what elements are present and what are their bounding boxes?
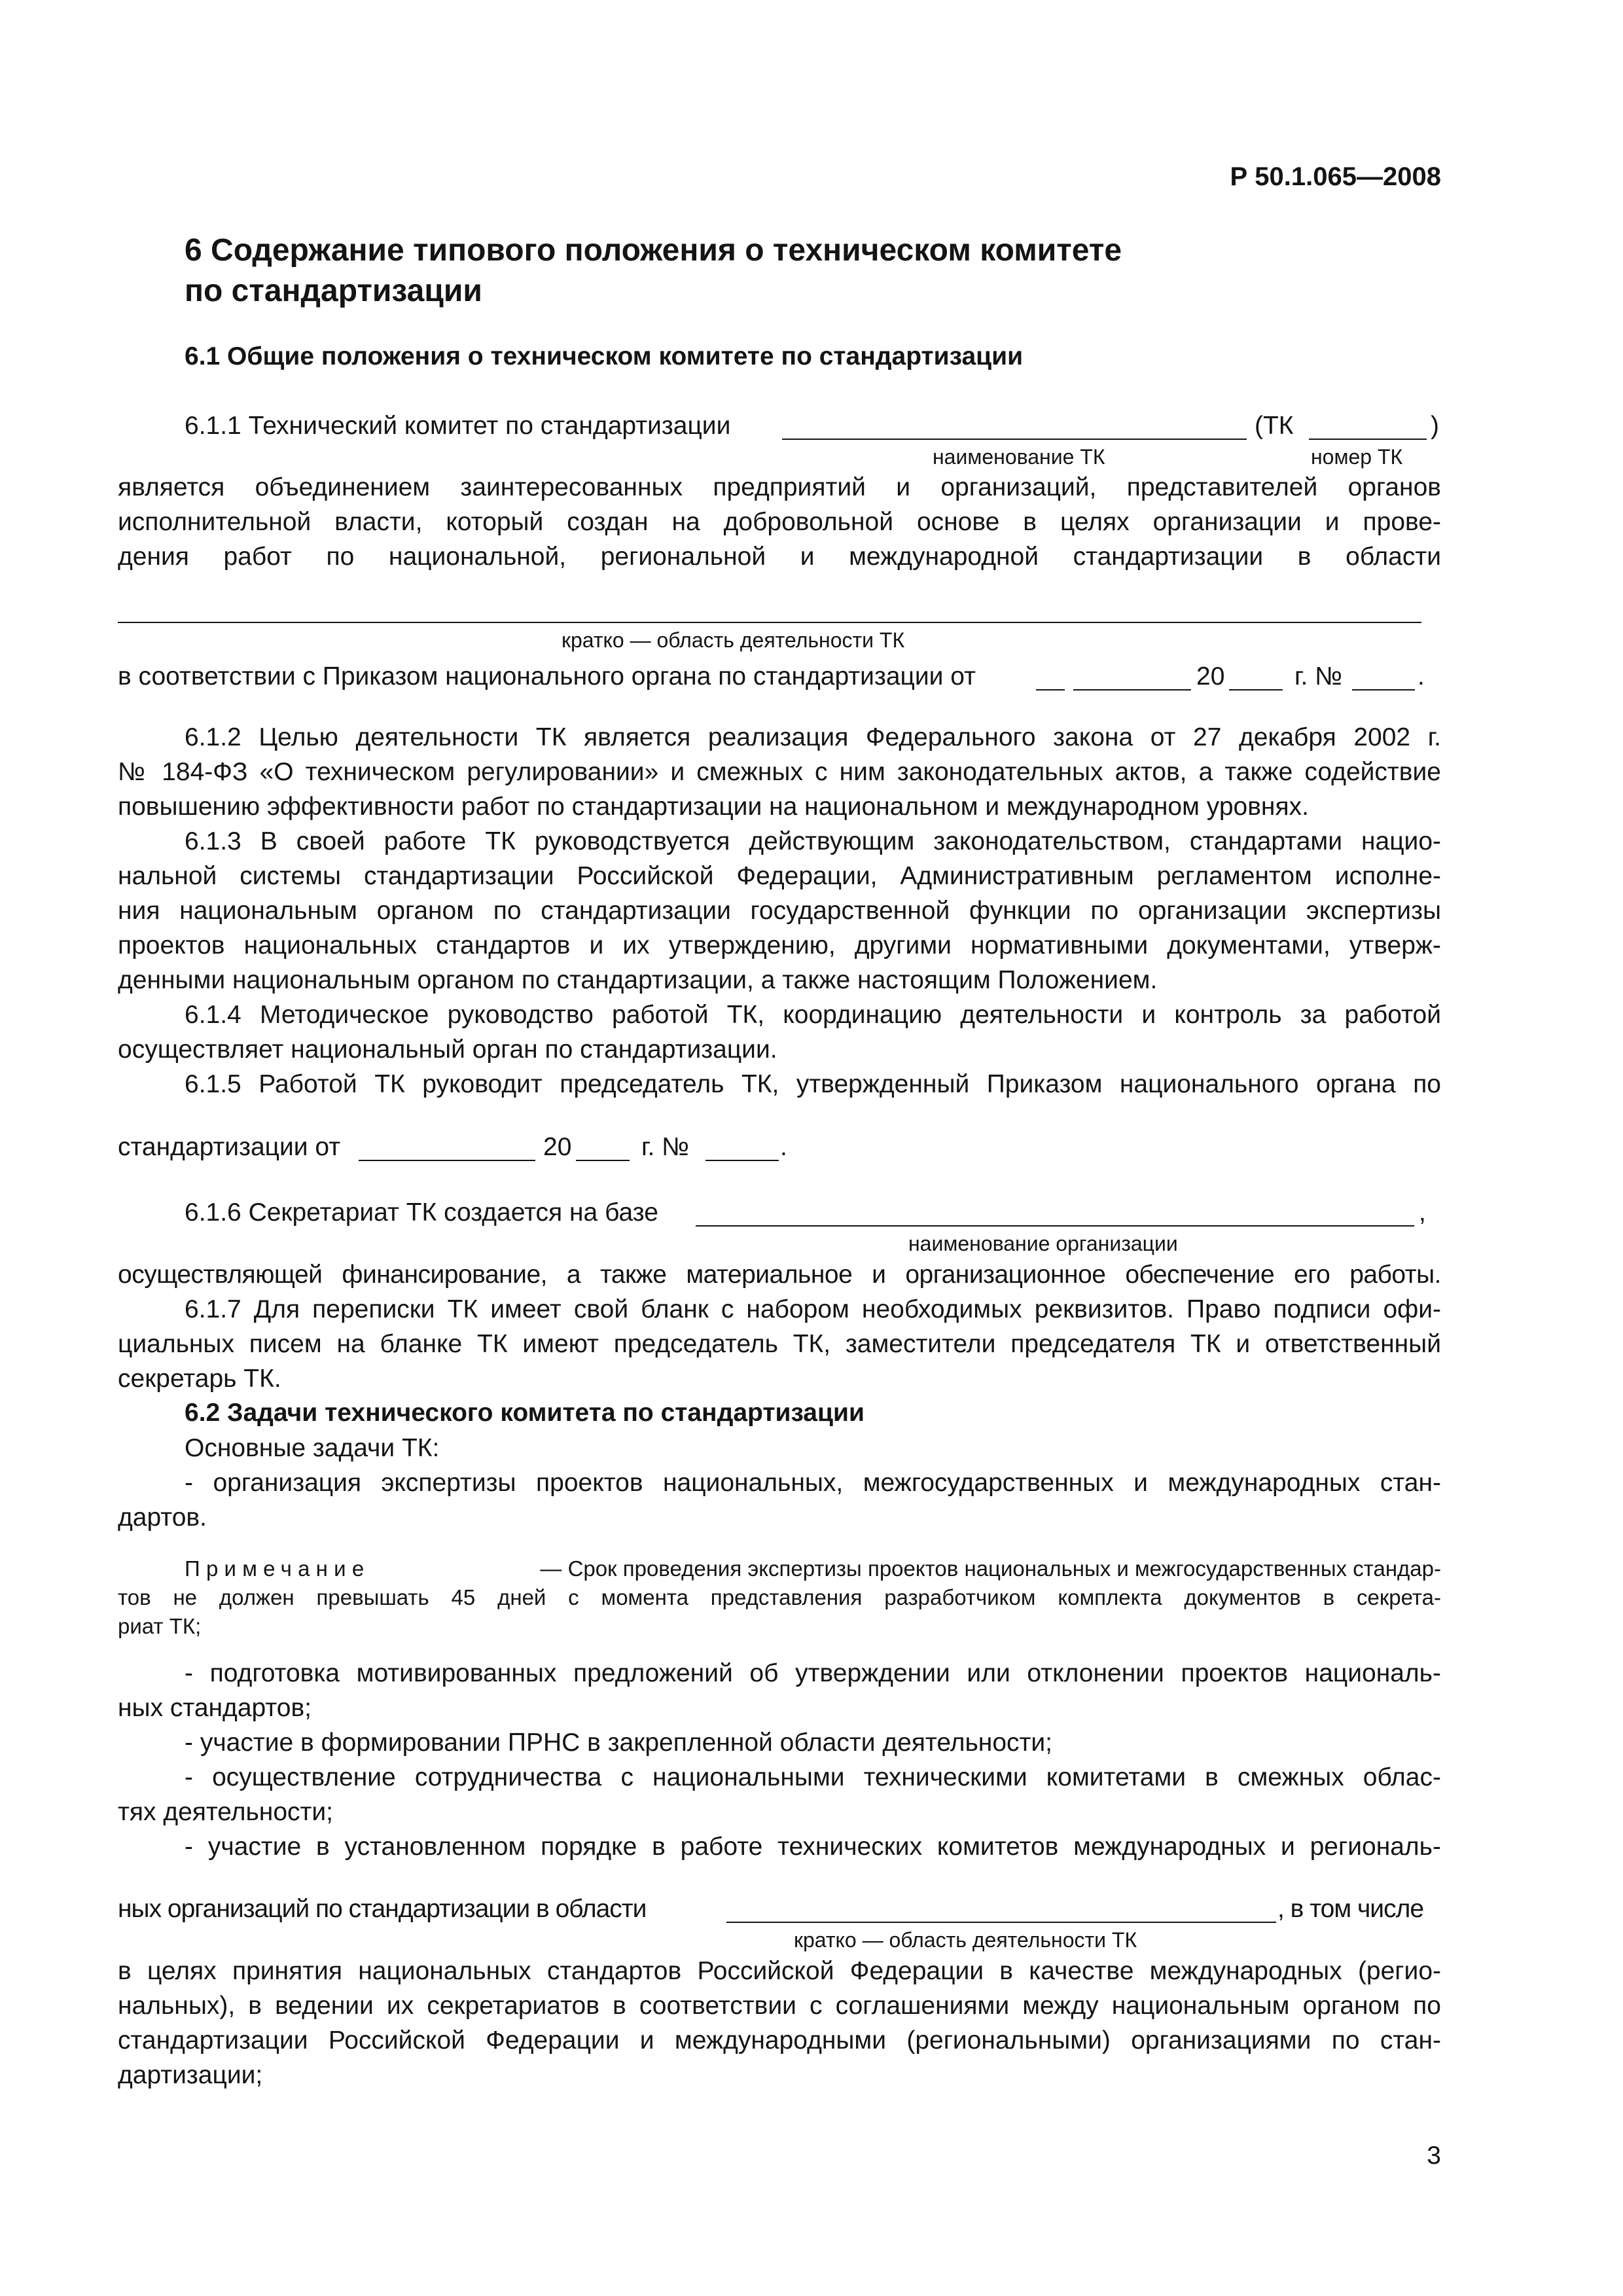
- p611-line3: дения работ по национальной, региональной и международной стандартизации в области: [118, 543, 1441, 571]
- task5-line4: нальных), в ведении их секретариатов в соответствии с соглашениями между национальным органом по: [118, 1992, 1441, 2020]
- p611-line1: является объединением заинтересованных предприятий и организаций, представителей органов: [118, 473, 1441, 501]
- task3: - участие в формировании ПРНС в закрепленной области деятельности;: [185, 1729, 1053, 1757]
- blank-org-name: [696, 1225, 1414, 1227]
- caption-org-name: наименование организации: [908, 1232, 1178, 1255]
- blank-intl-activity-area: [726, 1922, 1276, 1923]
- note-label: Примечание: [185, 1556, 370, 1581]
- task5-line3: в целях принятия национальных стандартов Российской Федерации в качестве международных (регио-: [118, 1957, 1441, 1985]
- blank-order-number: [1352, 689, 1415, 691]
- task5-line1: - участие в установленном порядке в работе технических комитетов международных и региональ-: [185, 1833, 1441, 1861]
- p611-tk-close: ): [1431, 412, 1439, 440]
- task2-line1: - подготовка мотивированных предложений об утверждении или отклонении проектов националь-: [185, 1659, 1441, 1687]
- p615-year: 20: [543, 1133, 572, 1161]
- task5-line2-tail: , в том числе: [1277, 1895, 1424, 1923]
- p617-line1: 6.1.7 Для переписки ТК имеет свой бланк с набором необходимых реквизитов. Право подписи офи-: [185, 1295, 1441, 1323]
- task5-line6: дартизации;: [118, 2061, 263, 2089]
- section-title-line2: по стандартизации: [185, 274, 482, 308]
- p617-line3: секретарь ТК.: [118, 1365, 281, 1393]
- blank-chair-order-year: [576, 1160, 630, 1161]
- p611-end: .: [1418, 662, 1425, 691]
- p616-line2: осуществляющей финансирование, а также материальное и организационное обеспечение его работы.: [118, 1261, 1441, 1289]
- p615-end: .: [780, 1133, 787, 1161]
- blank-tk-name: [782, 439, 1247, 440]
- task5-line5: стандартизации Российской Федерации и международными (региональными) организациями по стан-: [118, 2026, 1441, 2054]
- p612-line3: повышению эффективности работ по стандартизации на национальном и международном уровнях.: [118, 793, 1309, 821]
- p616-comma: ,: [1419, 1198, 1426, 1227]
- subsection-6-1-title: 6.1 Общие положения о техническом комитете по стандартизации: [185, 342, 1024, 370]
- section-title-line1: 6 Содержание типового положения о техническом комитете: [185, 233, 1122, 268]
- note-line1: [185, 1554, 1441, 1583]
- blank-activity-area: [118, 622, 1421, 623]
- note-line1-text: — Срок проведения экспертизы проектов национальных и межгосударственных стандар-: [540, 1556, 1441, 1581]
- p615-line2: стандартизации от: [118, 1133, 341, 1161]
- p611-line2: исполнительной власти, который создан на добровольной основе в целях организации и прове-: [118, 508, 1441, 536]
- p616-lead: 6.1.6 Секретариат ТК создается на базе: [185, 1198, 658, 1227]
- blank-order-year: [1229, 689, 1283, 691]
- p613-line2: нальной системы стандартизации Российской Федерации, Административным регламентом исполне-: [118, 862, 1441, 890]
- caption-tk-number: номер ТК: [1311, 445, 1403, 469]
- note-line3: риат ТК;: [118, 1614, 202, 1638]
- p617-line2: циальных писем на бланке ТК имеют председатель ТК, заместители председателя ТК и ответственный: [118, 1330, 1441, 1358]
- task1-line1: - организация экспертизы проектов национальных, межгосударственных и международных стан-: [185, 1469, 1441, 1497]
- p613-line3: ния национальным органом по стандартизации государственной функции по организации экспертизы: [118, 897, 1441, 925]
- subsection-6-2-title: 6.2 Задачи технического комитета по стандартизации: [185, 1399, 865, 1427]
- p613-line1: 6.1.3 В своей работе ТК руководствуется действующим законодательством, стандартами нацио-: [185, 827, 1441, 855]
- blank-chair-order-number: [705, 1160, 779, 1161]
- p614-line1: 6.1.4 Методическое руководство работой ТК, координацию деятельности и контроль за работой: [185, 1001, 1441, 1029]
- tasks-intro: Основные задачи ТК:: [185, 1434, 440, 1462]
- blank-order-month: [1073, 689, 1191, 691]
- blank-tk-number: [1309, 439, 1427, 440]
- p612-line2: № 184-ФЗ «О техническом регулировании» и смежных с ним законодательных актов, а также содействие: [118, 758, 1441, 786]
- task4-line2: тях деятельности;: [118, 1798, 333, 1826]
- p611-g-no: г. №: [1294, 662, 1342, 691]
- caption-activity-area: кратко — область деятельности ТК: [562, 628, 905, 652]
- p613-line4: проектов национальных стандартов и их утверждению, другими нормативными документами, утверж-: [118, 931, 1441, 960]
- task2-line2: ных стандартов;: [118, 1694, 312, 1722]
- p611-order-text: в соответствии с Приказом национального органа по стандартизации от: [118, 662, 976, 691]
- p611-year: 20: [1196, 662, 1225, 691]
- blank-order-day: [1036, 689, 1065, 691]
- blank-chair-order-date: [359, 1160, 535, 1161]
- task4-line1: - осуществление сотрудничества с национальными техническими комитетами в смежных облас-: [185, 1763, 1441, 1791]
- p613-line5: денными национальным органом по стандартизации, а также настоящим Положением.: [118, 966, 1158, 994]
- p614-line2: осуществляет национальный орган по стандартизации.: [118, 1035, 777, 1064]
- caption-tk-name: наименование ТК: [933, 445, 1105, 469]
- page-number: 3: [1427, 2142, 1441, 2170]
- p612-line1: 6.1.2 Целью деятельности ТК является реализация Федерального закона от 27 декабря 2002 г.: [185, 723, 1441, 751]
- p611-tk-open: (ТК: [1255, 412, 1294, 440]
- document-code: Р 50.1.065—2008: [1230, 162, 1441, 191]
- p615-line1: 6.1.5 Работой ТК руководит председатель ТК, утвержденный Приказом национального органа по: [185, 1070, 1441, 1098]
- task5-line2-lead: ных организаций по стандартизации в области: [118, 1895, 647, 1923]
- p615-g-no: г. №: [641, 1133, 689, 1161]
- p611-lead: 6.1.1 Технический комитет по стандартизации: [185, 412, 731, 440]
- task1-line2: дартов.: [118, 1503, 207, 1532]
- caption-intl-activity-area: кратко — область деятельности ТК: [794, 1928, 1137, 1952]
- note-line2: тов не должен превышать 45 дней с момента представления разработчиком комплекта документов в секрета-: [118, 1585, 1441, 1609]
